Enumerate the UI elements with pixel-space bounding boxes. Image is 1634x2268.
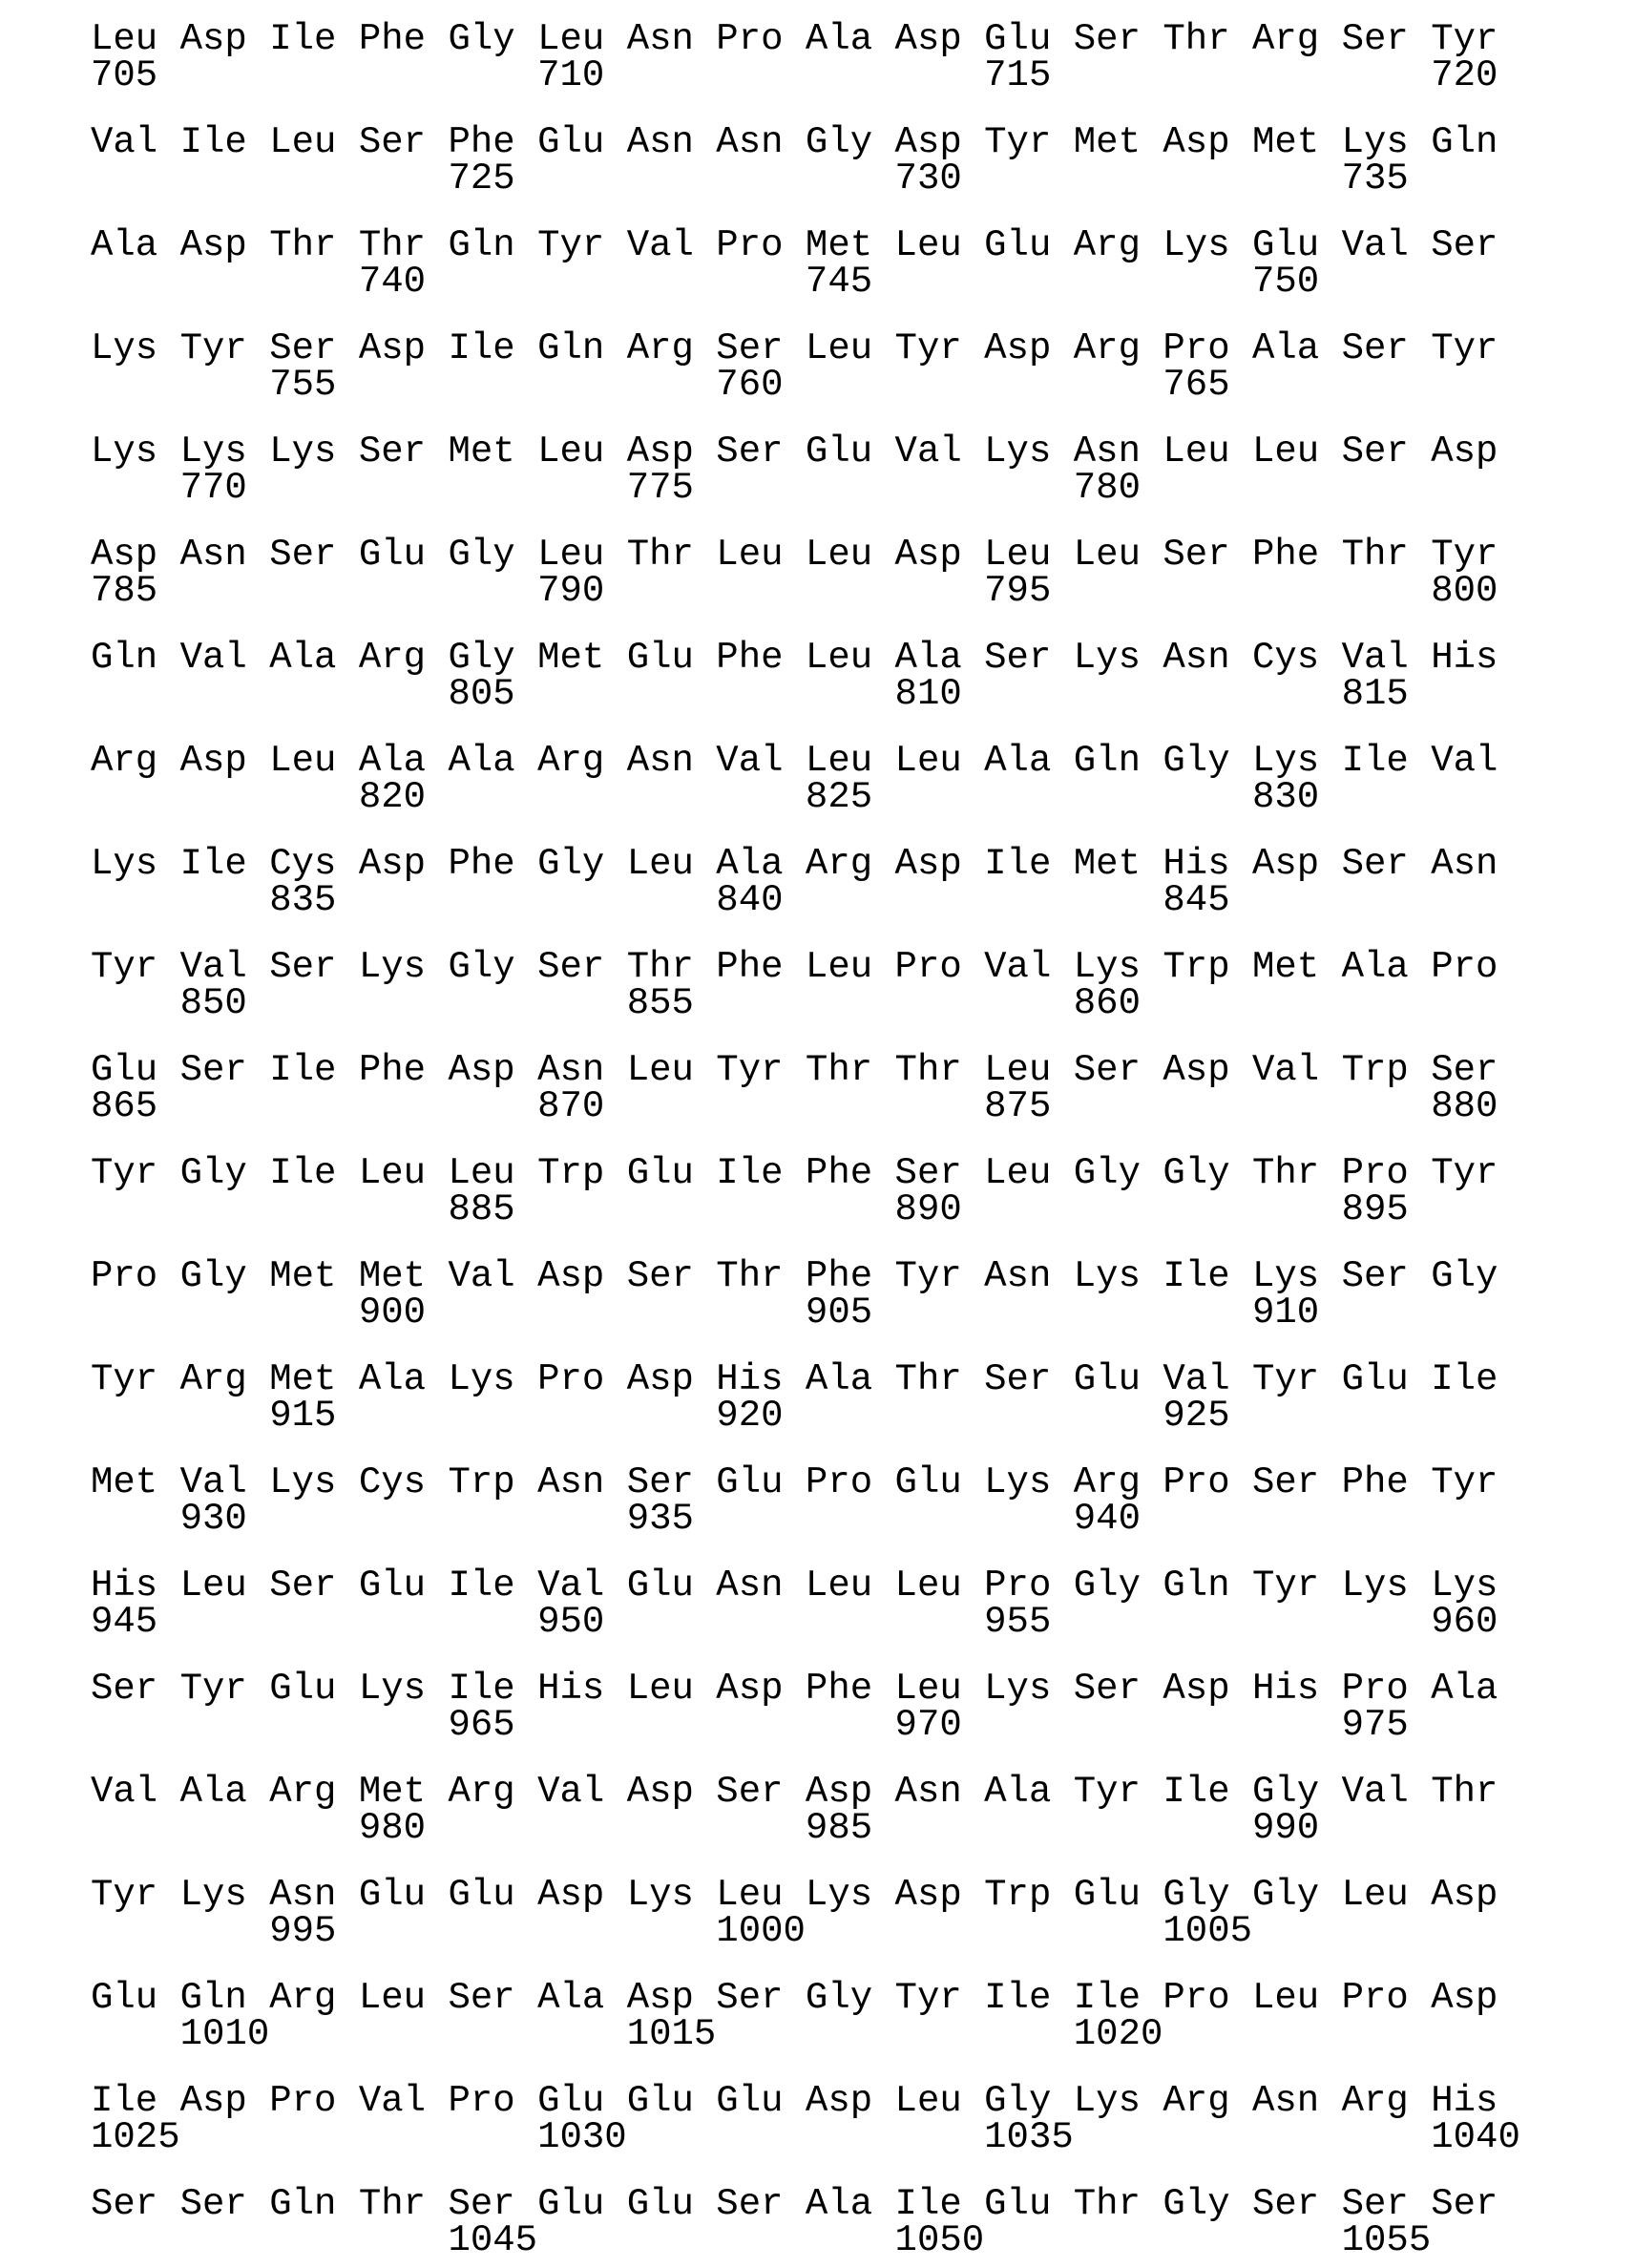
residue-line: Arg Asp Leu Ala Ala Arg Asn Val Leu Leu Ala Gln Gly Lys Ile Val [91,740,1498,782]
residue-line: Ala Asp Thr Thr Gln Tyr Val Pro Met Leu Glu Arg Lys Glu Val Ser [91,224,1498,266]
position-number-line: 1025 1030 1035 1040 [91,2116,1520,2158]
position-number-line: 1045 1050 1055 [91,2219,1432,2261]
sequence-row [91,1874,1634,1952]
sequence-row [91,1152,1634,1230]
position-number-line: 770 775 780 [91,467,1141,509]
sequence-row [91,534,1634,612]
residue-line: Lys Ile Cys Asp Phe Gly Leu Ala Arg Asp Ile Met His Asp Ser Asn [91,843,1498,885]
sequence-row [91,18,1634,96]
position-number-line: 900 905 910 [91,1292,1320,1334]
position-number-line: 1010 1015 1020 [91,2013,1163,2055]
sequence-row [91,637,1634,715]
residue-line: Ile Asp Pro Val Pro Glu Glu Glu Asp Leu Gly Lys Arg Asn Arg His [91,2080,1498,2122]
sequence-row [91,1668,1634,1746]
residue-line: Tyr Gly Ile Leu Leu Trp Glu Ile Phe Ser Leu Gly Gly Thr Pro Tyr [91,1152,1498,1194]
residue-line: Lys Lys Lys Ser Met Leu Asp Ser Glu Val Lys Asn Leu Leu Ser Asp [91,430,1498,472]
residue-line: Tyr Arg Met Ala Lys Pro Asp His Ala Thr Ser Glu Val Tyr Glu Ile [91,1358,1498,1400]
sequence-row [91,843,1634,921]
residue-line: Glu Gln Arg Leu Ser Ala Asp Ser Gly Tyr Ile Ile Pro Leu Pro Asp [91,1977,1498,2019]
sequence-row [91,327,1634,406]
sequence-row [91,1255,1634,1334]
position-number-line: 850 855 860 [91,982,1141,1024]
sequence-row [91,1977,1634,2055]
position-number-line: 755 760 765 [91,364,1230,406]
sequence-row [91,1358,1634,1437]
residue-line: Tyr Val Ser Lys Gly Ser Thr Phe Leu Pro Val Lys Trp Met Ala Pro [91,946,1498,988]
sequence-row [91,121,1634,200]
residue-line: Ser Tyr Glu Lys Ile His Leu Asp Phe Leu Lys Ser Asp His Pro Ala [91,1668,1498,1710]
position-number-line: 930 935 940 [91,1498,1141,1540]
position-number-line: 725 730 735 [91,158,1409,200]
residue-line: Val Ile Leu Ser Phe Glu Asn Asn Gly Asp Tyr Met Asp Met Lys Gln [91,121,1498,163]
residue-line: His Leu Ser Glu Ile Val Glu Asn Leu Leu Pro Gly Gln Tyr Lys Lys [91,1564,1498,1606]
sequence-row [91,1771,1634,1849]
position-number-line: 785 790 795 800 [91,570,1498,612]
residue-line: Val Ala Arg Met Arg Val Asp Ser Asp Asn Ala Tyr Ile Gly Val Thr [91,1771,1498,1813]
sequence-row [91,740,1634,818]
sequence-row [91,1564,1634,1643]
position-number-line: 945 950 955 960 [91,1601,1498,1643]
position-number-line: 915 920 925 [91,1395,1230,1437]
sequence-row [91,1049,1634,1127]
position-number-line: 740 745 750 [91,261,1320,303]
residue-line: Leu Asp Ile Phe Gly Leu Asn Pro Ala Asp Glu Ser Thr Arg Ser Tyr [91,18,1498,60]
position-number-line: 885 890 895 [91,1188,1409,1230]
residue-line: Ser Ser Gln Thr Ser Glu Glu Ser Ala Ile Glu Thr Gly Ser Ser Ser [91,2183,1498,2225]
residue-line: Tyr Lys Asn Glu Glu Asp Lys Leu Lys Asp Trp Glu Gly Gly Leu Asp [91,1874,1498,1916]
sequence-row [91,946,1634,1024]
residue-line: Lys Tyr Ser Asp Ile Gln Arg Ser Leu Tyr Asp Arg Pro Ala Ser Tyr [91,327,1498,369]
residue-line: Met Val Lys Cys Trp Asn Ser Glu Pro Glu Lys Arg Pro Ser Phe Tyr [91,1461,1498,1503]
position-number-line: 820 825 830 [91,776,1320,818]
sequence-listing [91,18,1634,2261]
residue-line: Asp Asn Ser Glu Gly Leu Thr Leu Leu Asp Leu Leu Ser Phe Thr Tyr [91,534,1498,576]
sequence-row [91,2183,1634,2261]
sequence-row [91,430,1634,509]
position-number-line: 805 810 815 [91,673,1409,715]
position-number-line: 705 710 715 720 [91,54,1498,96]
position-number-line: 980 985 990 [91,1807,1320,1849]
position-number-line: 835 840 845 [91,879,1230,921]
sequence-row [91,1461,1634,1540]
position-number-line: 965 970 975 [91,1704,1409,1746]
sequence-row [91,2080,1634,2158]
sequence-row [91,224,1634,303]
position-number-line: 865 870 875 880 [91,1085,1498,1127]
residue-line: Pro Gly Met Met Val Asp Ser Thr Phe Tyr Asn Lys Ile Lys Ser Gly [91,1255,1498,1297]
residue-line: Glu Ser Ile Phe Asp Asn Leu Tyr Thr Thr Leu Ser Asp Val Trp Ser [91,1049,1498,1091]
residue-line: Gln Val Ala Arg Gly Met Glu Phe Leu Ala Ser Lys Asn Cys Val His [91,637,1498,679]
position-number-line: 995 1000 1005 [91,1910,1252,1952]
